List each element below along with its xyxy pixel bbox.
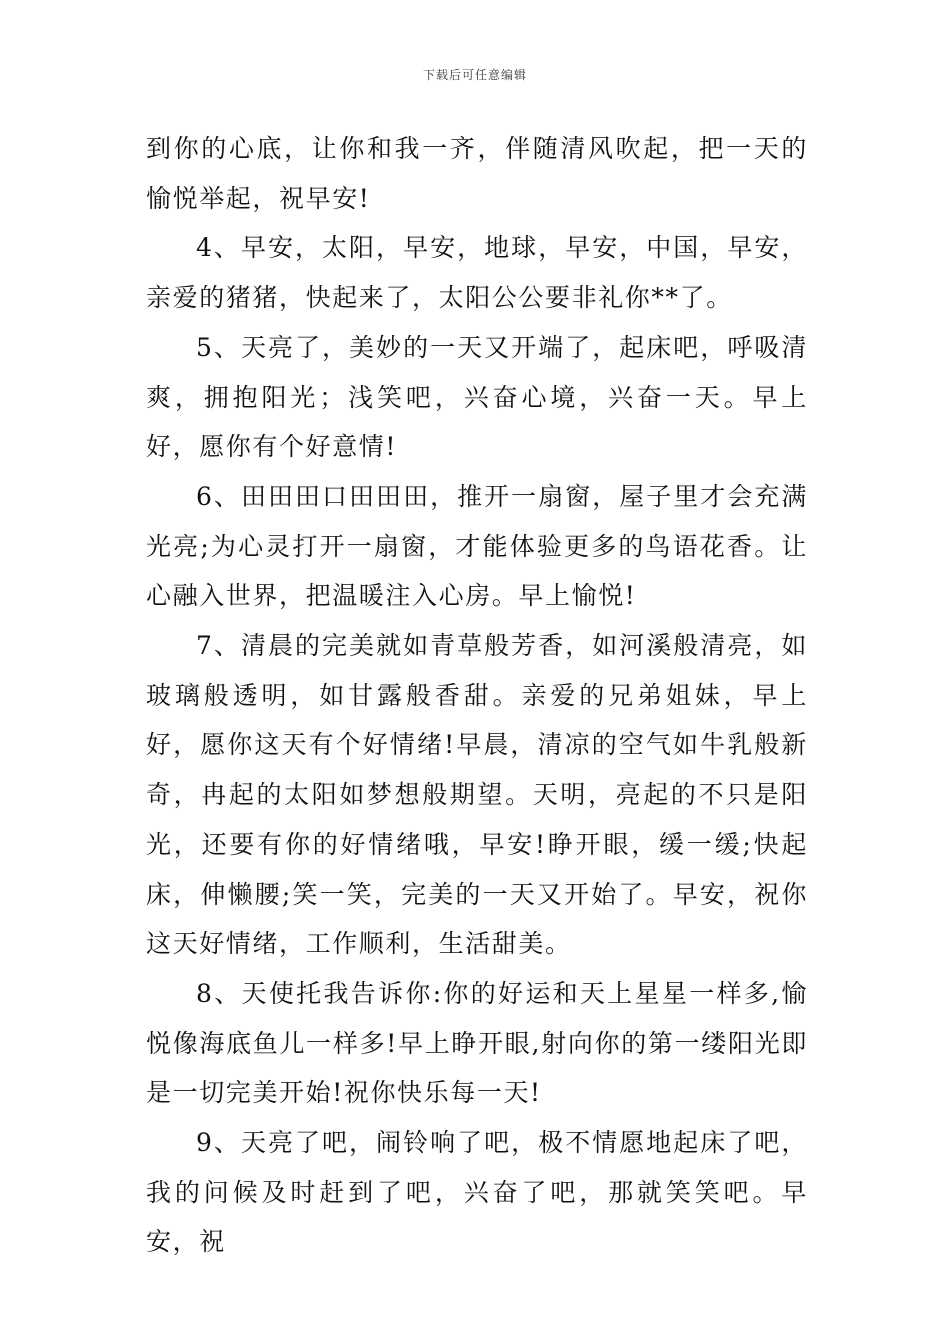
- paragraph-item-5: 5、天亮了，美妙的一天又开端了，起床吧，呼吸清爽，拥抱阳光；浅笑吧，兴奋心境，兴奋一天。早上好，愿你有个好意情!: [146, 332, 808, 462]
- paragraph-item-8: 8、天使托我告诉你:你的好运和天上星星一样多,愉悦像海底鱼儿一样多!早上睁开眼,射向你的第一缕阳光即是一切完美开始!祝你快乐每一天!: [146, 978, 808, 1108]
- page-header: 下载后可任意编辑: [422, 68, 527, 82]
- paragraph-item-9: 9、天亮了吧，闹铃响了吧，极不情愿地起床了吧，我的问候及时赶到了吧，兴奋了吧，那就笑笑吧。早安，祝: [146, 1128, 808, 1257]
- paragraph-item-6: 6、田田田口田田田，推开一扇窗，屋子里才会充满光亮;为心灵打开一扇窗，才能体验更多的鸟语花香。让心融入世界，把温暖注入心房。早上愉悦!: [146, 481, 808, 611]
- paragraph-item-4: 4、早安，太阳，早安，地球，早安，中国，早安，亲爱的猪猪，快起来了，太阳公公要非礼你**了。: [146, 233, 808, 313]
- paragraph-item-7: 7、清晨的完美就如青草般芳香，如河溪般清亮，如玻璃般透明，如甘露般香甜。亲爱的兄弟姐妹，早上好，愿你这天有个好情绪!早晨，清凉的空气如牛乳般新奇，冉起的太阳如梦想般期望。天明，亮起的不只是阳光，还要有你的好情绪哦，早安!睁开眼，缓一缓;快起床，伸懒腰;笑一笑，完美的一天又开始了。早安，祝你这天好情绪，工作顺利，生活甜美。: [146, 631, 808, 959]
- document-body: [146, 124, 808, 1267]
- paragraph-continuation: 到你的心底，让你和我一齐，伴随清风吹起，把一天的愉悦举起，祝早安!: [146, 134, 808, 213]
